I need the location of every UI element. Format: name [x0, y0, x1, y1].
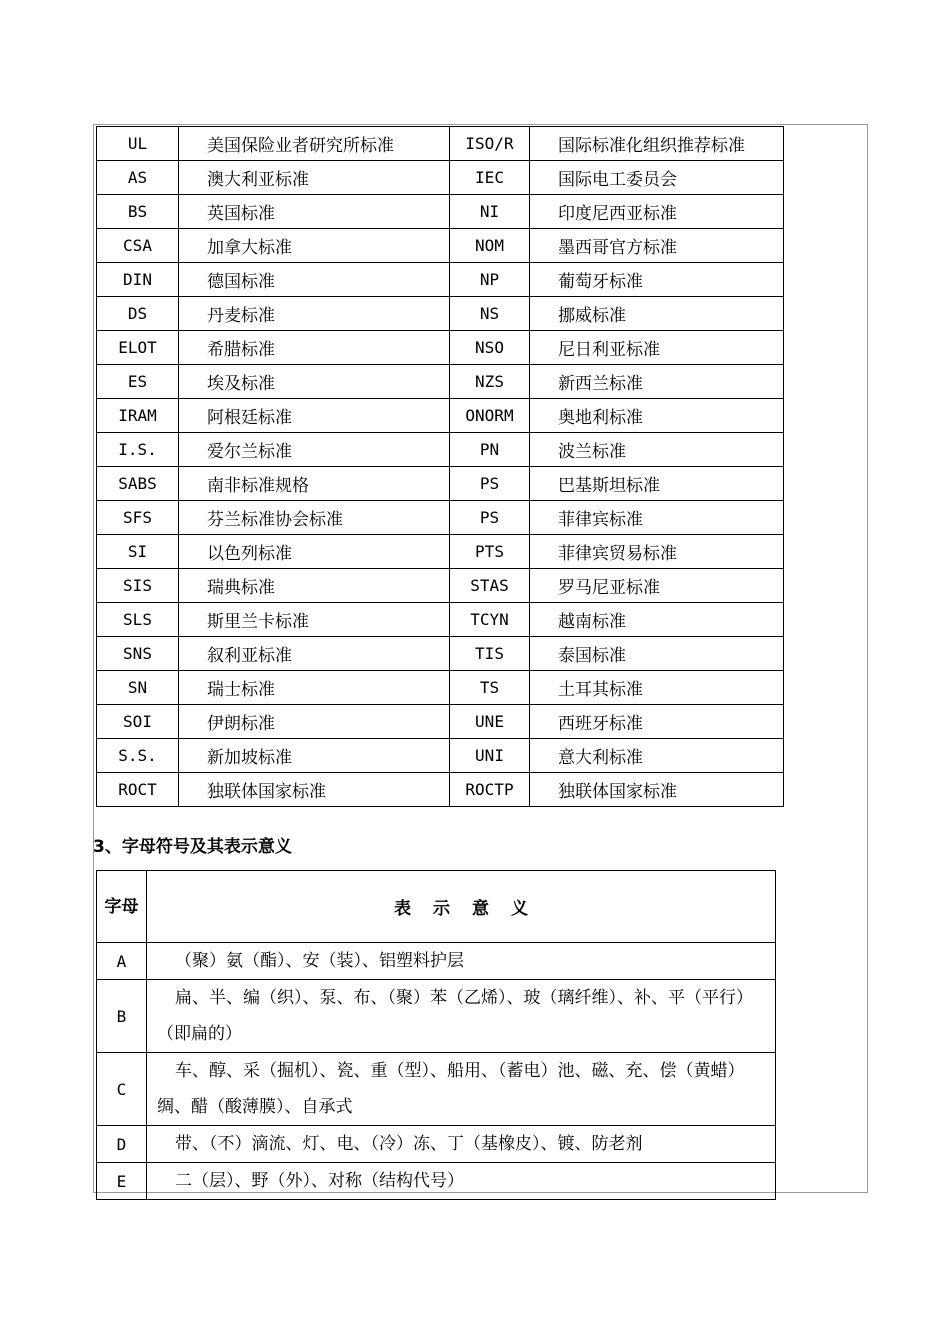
- standard-code: UNI: [450, 739, 530, 773]
- standard-code: IRAM: [97, 399, 179, 433]
- standards-row: [97, 569, 784, 603]
- standard-code: NS: [450, 297, 530, 331]
- standard-name: 巴基斯坦标准: [530, 467, 784, 501]
- standards-row: [97, 433, 784, 467]
- standards-row: [97, 297, 784, 331]
- standard-code: ISO/R: [450, 127, 530, 161]
- standard-name: 菲律宾贸易标准: [530, 535, 784, 569]
- standard-code: DS: [97, 297, 179, 331]
- standards-row: [97, 739, 784, 773]
- letter-meaning: 带、（不）滴流、灯、电、（冷）冻、丁（基橡皮）、镀、防老剂: [147, 1126, 776, 1163]
- standard-name: 菲律宾标准: [530, 501, 784, 535]
- letters-header-row: [97, 871, 776, 943]
- standard-name: 国际标准化组织推荐标准: [530, 127, 784, 161]
- standard-code: SOI: [97, 705, 179, 739]
- standard-code: PS: [450, 501, 530, 535]
- standard-code: SI: [97, 535, 179, 569]
- standard-code: I.S.: [97, 433, 179, 467]
- standard-code: NP: [450, 263, 530, 297]
- standard-name: 尼日利亚标准: [530, 331, 784, 365]
- standard-name: 希腊标准: [179, 331, 450, 365]
- standard-name: 独联体国家标准: [530, 773, 784, 807]
- standard-code: SIS: [97, 569, 179, 603]
- standards-row: [97, 671, 784, 705]
- letter-symbol: C: [97, 1053, 147, 1126]
- standard-name: 瑞士标准: [179, 671, 450, 705]
- standard-code: PTS: [450, 535, 530, 569]
- header-letter: 字母: [97, 871, 147, 943]
- letters-table: [96, 870, 776, 1200]
- standard-code: ROCTP: [450, 773, 530, 807]
- standard-code: ROCT: [97, 773, 179, 807]
- standard-name: 南非标准规格: [179, 467, 450, 501]
- standards-row: [97, 467, 784, 501]
- letter-meaning: 二（层）、野（外）、对称（结构代号）: [147, 1163, 776, 1200]
- standard-code: BS: [97, 195, 179, 229]
- standard-code: NOM: [450, 229, 530, 263]
- standard-name: 澳大利亚标准: [179, 161, 450, 195]
- standard-code: CSA: [97, 229, 179, 263]
- standard-code: SLS: [97, 603, 179, 637]
- standard-code: STAS: [450, 569, 530, 603]
- standard-name: 叙利亚标准: [179, 637, 450, 671]
- standard-code: NZS: [450, 365, 530, 399]
- standard-name: 罗马尼亚标准: [530, 569, 784, 603]
- standards-row: [97, 127, 784, 161]
- standards-row: [97, 263, 784, 297]
- standards-row: [97, 637, 784, 671]
- standard-code: SABS: [97, 467, 179, 501]
- standard-name: 伊朗标准: [179, 705, 450, 739]
- standard-name: 美国保险业者研究所标准: [179, 127, 450, 161]
- letters-row: [97, 1053, 776, 1126]
- standard-name: 奥地利标准: [530, 399, 784, 433]
- letter-symbol: E: [97, 1163, 147, 1200]
- standard-name: 爱尔兰标准: [179, 433, 450, 467]
- standard-code: UL: [97, 127, 179, 161]
- standard-code: UNE: [450, 705, 530, 739]
- standards-row: [97, 365, 784, 399]
- standard-name: 加拿大标准: [179, 229, 450, 263]
- standard-code: SFS: [97, 501, 179, 535]
- standard-name: 英国标准: [179, 195, 450, 229]
- standard-code: TCYN: [450, 603, 530, 637]
- standard-name: 意大利标准: [530, 739, 784, 773]
- standard-name: 新西兰标准: [530, 365, 784, 399]
- standard-name: 波兰标准: [530, 433, 784, 467]
- standard-name: 瑞典标准: [179, 569, 450, 603]
- letter-meaning: （聚）氨（酯）、安（装）、铝塑料护层: [147, 943, 776, 980]
- standard-code: SNS: [97, 637, 179, 671]
- standard-code: ONORM: [450, 399, 530, 433]
- letter-meaning: 扁、半、编（织）、泵、布、（聚）苯（乙烯）、玻（璃纤维）、补、平（平行）（即扁的）: [147, 980, 776, 1053]
- header-meaning: 表示意义: [147, 871, 776, 943]
- standard-name: 以色列标准: [179, 535, 450, 569]
- standard-name: 芬兰标准协会标准: [179, 501, 450, 535]
- standard-code: S.S.: [97, 739, 179, 773]
- standard-name: 德国标准: [179, 263, 450, 297]
- letter-symbol: D: [97, 1126, 147, 1163]
- standard-code: DIN: [97, 263, 179, 297]
- letters-row: [97, 943, 776, 980]
- standards-row: [97, 501, 784, 535]
- standards-row: [97, 773, 784, 807]
- standard-code: TIS: [450, 637, 530, 671]
- standard-code: PN: [450, 433, 530, 467]
- standard-name: 印度尼西亚标准: [530, 195, 784, 229]
- standard-code: PS: [450, 467, 530, 501]
- letter-meaning: 车、醇、采（掘机）、瓷、重（型）、船用、（蓄电）池、磁、充、偿（黄蜡）绸、醋（酸薄膜）、自承式: [147, 1053, 776, 1126]
- letter-symbol: B: [97, 980, 147, 1053]
- letters-row: [97, 980, 776, 1053]
- standard-code: ELOT: [97, 331, 179, 365]
- standards-row: [97, 161, 784, 195]
- standard-code: ES: [97, 365, 179, 399]
- standard-code: NI: [450, 195, 530, 229]
- standard-name: 埃及标准: [179, 365, 450, 399]
- section-heading: 3、字母符号及其表示意义: [93, 837, 292, 857]
- standards-row: [97, 229, 784, 263]
- standard-name: 墨西哥官方标准: [530, 229, 784, 263]
- standard-code: NSO: [450, 331, 530, 365]
- standard-name: 新加坡标准: [179, 739, 450, 773]
- standard-name: 西班牙标准: [530, 705, 784, 739]
- standards-row: [97, 331, 784, 365]
- standards-row: [97, 603, 784, 637]
- standard-name: 独联体国家标准: [179, 773, 450, 807]
- standard-name: 越南标准: [530, 603, 784, 637]
- standards-table: [96, 126, 784, 807]
- standards-table-body: [97, 127, 784, 807]
- standard-name: 国际电工委员会: [530, 161, 784, 195]
- standard-name: 泰国标准: [530, 637, 784, 671]
- standard-name: 阿根廷标准: [179, 399, 450, 433]
- standard-name: 土耳其标准: [530, 671, 784, 705]
- letters-row: [97, 1163, 776, 1200]
- standard-name: 丹麦标准: [179, 297, 450, 331]
- standards-row: [97, 195, 784, 229]
- standard-name: 斯里兰卡标准: [179, 603, 450, 637]
- standards-row: [97, 705, 784, 739]
- standard-code: TS: [450, 671, 530, 705]
- standard-name: 葡萄牙标准: [530, 263, 784, 297]
- standards-row: [97, 399, 784, 433]
- letter-symbol: A: [97, 943, 147, 980]
- standard-code: AS: [97, 161, 179, 195]
- letters-row: [97, 1126, 776, 1163]
- standard-code: IEC: [450, 161, 530, 195]
- standard-name: 挪威标准: [530, 297, 784, 331]
- letters-table-body: [97, 871, 776, 1200]
- standard-code: SN: [97, 671, 179, 705]
- standards-row: [97, 535, 784, 569]
